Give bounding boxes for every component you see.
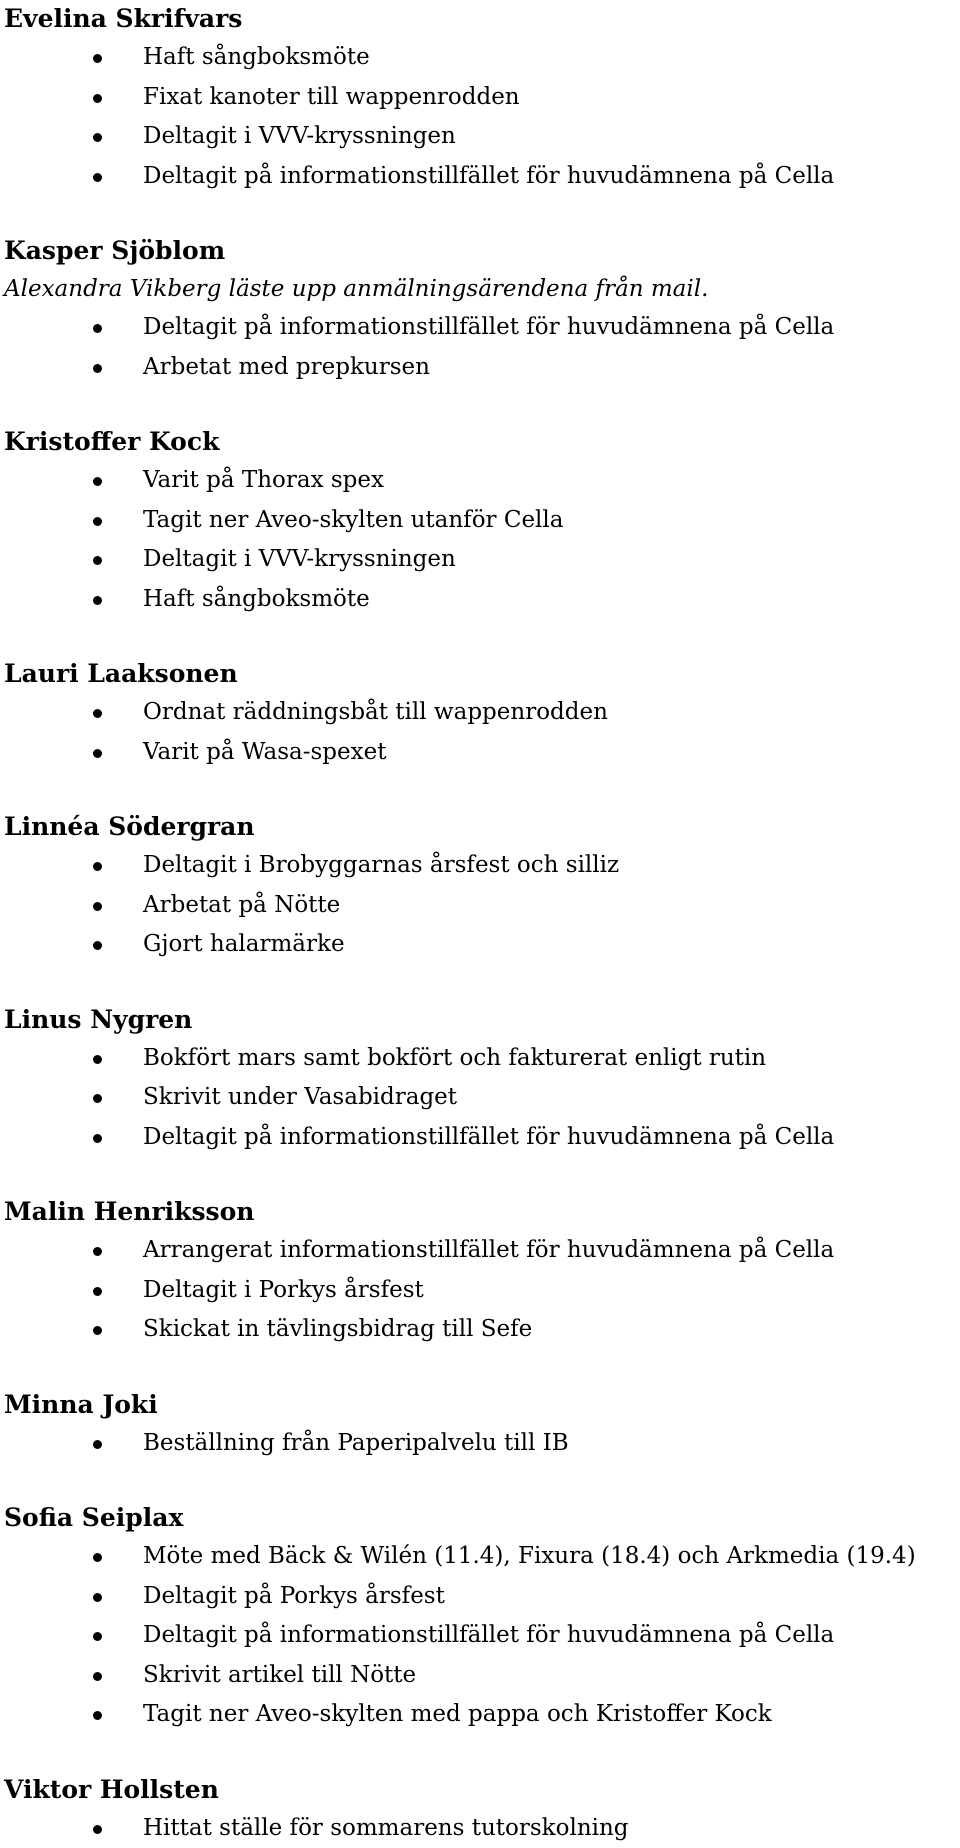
- list-item-text: Varit på Thorax spex: [143, 467, 384, 493]
- person-section: [0, 1771, 960, 1848]
- list-item-text: Deltagit på informationstillfället för huvudämnena på Cella: [143, 314, 834, 340]
- bullet-icon: [93, 709, 102, 718]
- bullet-icon: [93, 1440, 102, 1449]
- list-item: [0, 733, 960, 773]
- section-gap: [0, 619, 960, 655]
- list-item: [0, 78, 960, 118]
- list-item: [0, 693, 960, 733]
- list-item: [0, 846, 960, 886]
- list-item: [0, 580, 960, 620]
- section-gap: [0, 387, 960, 423]
- person-name: Linnéa Södergran: [0, 808, 960, 846]
- bullet-icon: [93, 596, 102, 605]
- list-item: [0, 1271, 960, 1311]
- bullet-icon: [93, 54, 102, 63]
- person-note: Alexandra Vikberg läste upp anmälningsärendena från mail.: [0, 270, 960, 308]
- list-item: [0, 1577, 960, 1617]
- list-item-text: Tagit ner Aveo-skylten utanför Cella: [143, 507, 563, 533]
- bullet-icon: [93, 133, 102, 142]
- list-item: [0, 501, 960, 541]
- bullet-icon: [93, 1134, 102, 1143]
- list-item-text: Varit på Wasa-spexet: [143, 739, 386, 765]
- person-section: [0, 1193, 960, 1350]
- list-item: [0, 461, 960, 501]
- bullet-icon: [93, 1094, 102, 1103]
- person-name: Viktor Hollsten: [0, 1771, 960, 1809]
- section-gap: [0, 1463, 960, 1499]
- list-item-text: Fixat kanoter till wappenrodden: [143, 84, 520, 110]
- list-item: [0, 308, 960, 348]
- bullet-icon: [93, 517, 102, 526]
- person-name: Kristoffer Kock: [0, 423, 960, 461]
- section-gap: [0, 1350, 960, 1386]
- list-item-text: Deltagit på informationstillfället för huvudämnena på Cella: [143, 1622, 834, 1648]
- bullet-icon: [93, 1287, 102, 1296]
- bullet-icon: [93, 1711, 102, 1720]
- list-item-text: Arbetat med prepkursen: [143, 354, 430, 380]
- activity-list: [0, 461, 960, 619]
- person-name: Lauri Laaksonen: [0, 655, 960, 693]
- list-item: [0, 1118, 960, 1158]
- person-name: Minna Joki: [0, 1386, 960, 1424]
- bullet-icon: [93, 1632, 102, 1641]
- list-item: [0, 886, 960, 926]
- person-section: [0, 1001, 960, 1158]
- bullet-icon: [93, 1593, 102, 1602]
- bullet-icon: [93, 173, 102, 182]
- list-item-text: Hittat ställe för sommarens tutorskolning: [143, 1815, 629, 1841]
- list-item: [0, 1656, 960, 1696]
- list-item-text: Deltagit i VVV-kryssningen: [143, 123, 456, 149]
- list-item-text: Gjort halarmärke: [143, 931, 345, 957]
- person-name: Kasper Sjöblom: [0, 232, 960, 270]
- person-section: [0, 423, 960, 619]
- list-item: [0, 1078, 960, 1118]
- list-item-text: Deltagit i Porkys årsfest: [143, 1277, 424, 1303]
- list-item: [0, 1537, 960, 1577]
- list-item-text: Arbetat på Nötte: [143, 892, 340, 918]
- person-name: Evelina Skrifvars: [0, 0, 960, 38]
- list-item-text: Deltagit på informationstillfället för huvudämnena på Cella: [143, 163, 834, 189]
- bullet-icon: [93, 1055, 102, 1064]
- list-item: [0, 1039, 960, 1079]
- list-item: [0, 348, 960, 388]
- bullet-icon: [93, 1553, 102, 1562]
- activity-list: [0, 1809, 960, 1848]
- person-section: [0, 0, 960, 196]
- bullet-icon: [93, 1247, 102, 1256]
- bullet-icon: [93, 324, 102, 333]
- bullet-icon: [93, 1672, 102, 1681]
- activity-list: [0, 1424, 960, 1464]
- list-item: [0, 1310, 960, 1350]
- bullet-icon: [93, 556, 102, 565]
- list-item-text: Skrivit artikel till Nötte: [143, 1662, 416, 1688]
- person-name: Sofia Seiplax: [0, 1499, 960, 1537]
- activity-list: [0, 1231, 960, 1350]
- person-section: [0, 655, 960, 772]
- list-item-text: Skrivit under Vasabidraget: [143, 1084, 457, 1110]
- activity-list: [0, 1537, 960, 1735]
- list-item-text: Haft sångboksmöte: [143, 586, 370, 612]
- activity-list: [0, 1039, 960, 1158]
- list-item-text: Deltagit i VVV-kryssningen: [143, 546, 456, 572]
- list-item-text: Arrangerat informationstillfället för huvudämnena på Cella: [143, 1237, 834, 1263]
- person-name: Malin Henriksson: [0, 1193, 960, 1231]
- list-item-text: Deltagit på Porkys årsfest: [143, 1583, 445, 1609]
- person-section: [0, 1386, 960, 1464]
- list-item: [0, 1424, 960, 1464]
- person-name: Linus Nygren: [0, 1001, 960, 1039]
- list-item: [0, 1231, 960, 1271]
- person-section: [0, 808, 960, 965]
- list-item-text: Beställning från Paperipalvelu till IB: [143, 1430, 569, 1456]
- list-item-text: Deltagit i Brobyggarnas årsfest och silliz: [143, 852, 619, 878]
- list-item-text: Haft sångboksmöte: [143, 44, 370, 70]
- section-gap: [0, 772, 960, 808]
- list-item: [0, 1695, 960, 1735]
- section-gap: [0, 196, 960, 232]
- bullet-icon: [93, 477, 102, 486]
- list-item: [0, 1616, 960, 1656]
- list-item: [0, 925, 960, 965]
- bullet-icon: [93, 902, 102, 911]
- activity-list: [0, 308, 960, 387]
- list-item-text: Deltagit på informationstillfället för huvudämnena på Cella: [143, 1124, 834, 1150]
- person-section: [0, 232, 960, 387]
- section-gap: [0, 1157, 960, 1193]
- list-item-text: Ordnat räddningsbåt till wappenrodden: [143, 699, 608, 725]
- bullet-icon: [93, 862, 102, 871]
- list-item-text: Tagit ner Aveo-skylten med pappa och Kristoffer Kock: [143, 1701, 772, 1727]
- activity-list: [0, 846, 960, 965]
- bullet-icon: [93, 1825, 102, 1834]
- bullet-icon: [93, 94, 102, 103]
- list-item: [0, 38, 960, 78]
- section-gap: [0, 1735, 960, 1771]
- activity-list: [0, 693, 960, 772]
- bullet-icon: [93, 941, 102, 950]
- list-item-text: Möte med Bäck & Wilén (11.4), Fixura (18.4) och Arkmedia (19.4): [143, 1543, 916, 1569]
- list-item-text: Bokfört mars samt bokfört och fakturerat enligt rutin: [143, 1045, 766, 1071]
- list-item: [0, 117, 960, 157]
- list-item: [0, 540, 960, 580]
- list-item: [0, 1809, 960, 1848]
- bullet-icon: [93, 749, 102, 758]
- person-section: [0, 1499, 960, 1735]
- section-gap: [0, 965, 960, 1001]
- bullet-icon: [93, 1326, 102, 1335]
- list-item: [0, 157, 960, 197]
- list-item-text: Skickat in tävlingsbidrag till Sefe: [143, 1316, 532, 1342]
- activity-list: [0, 38, 960, 196]
- bullet-icon: [93, 364, 102, 373]
